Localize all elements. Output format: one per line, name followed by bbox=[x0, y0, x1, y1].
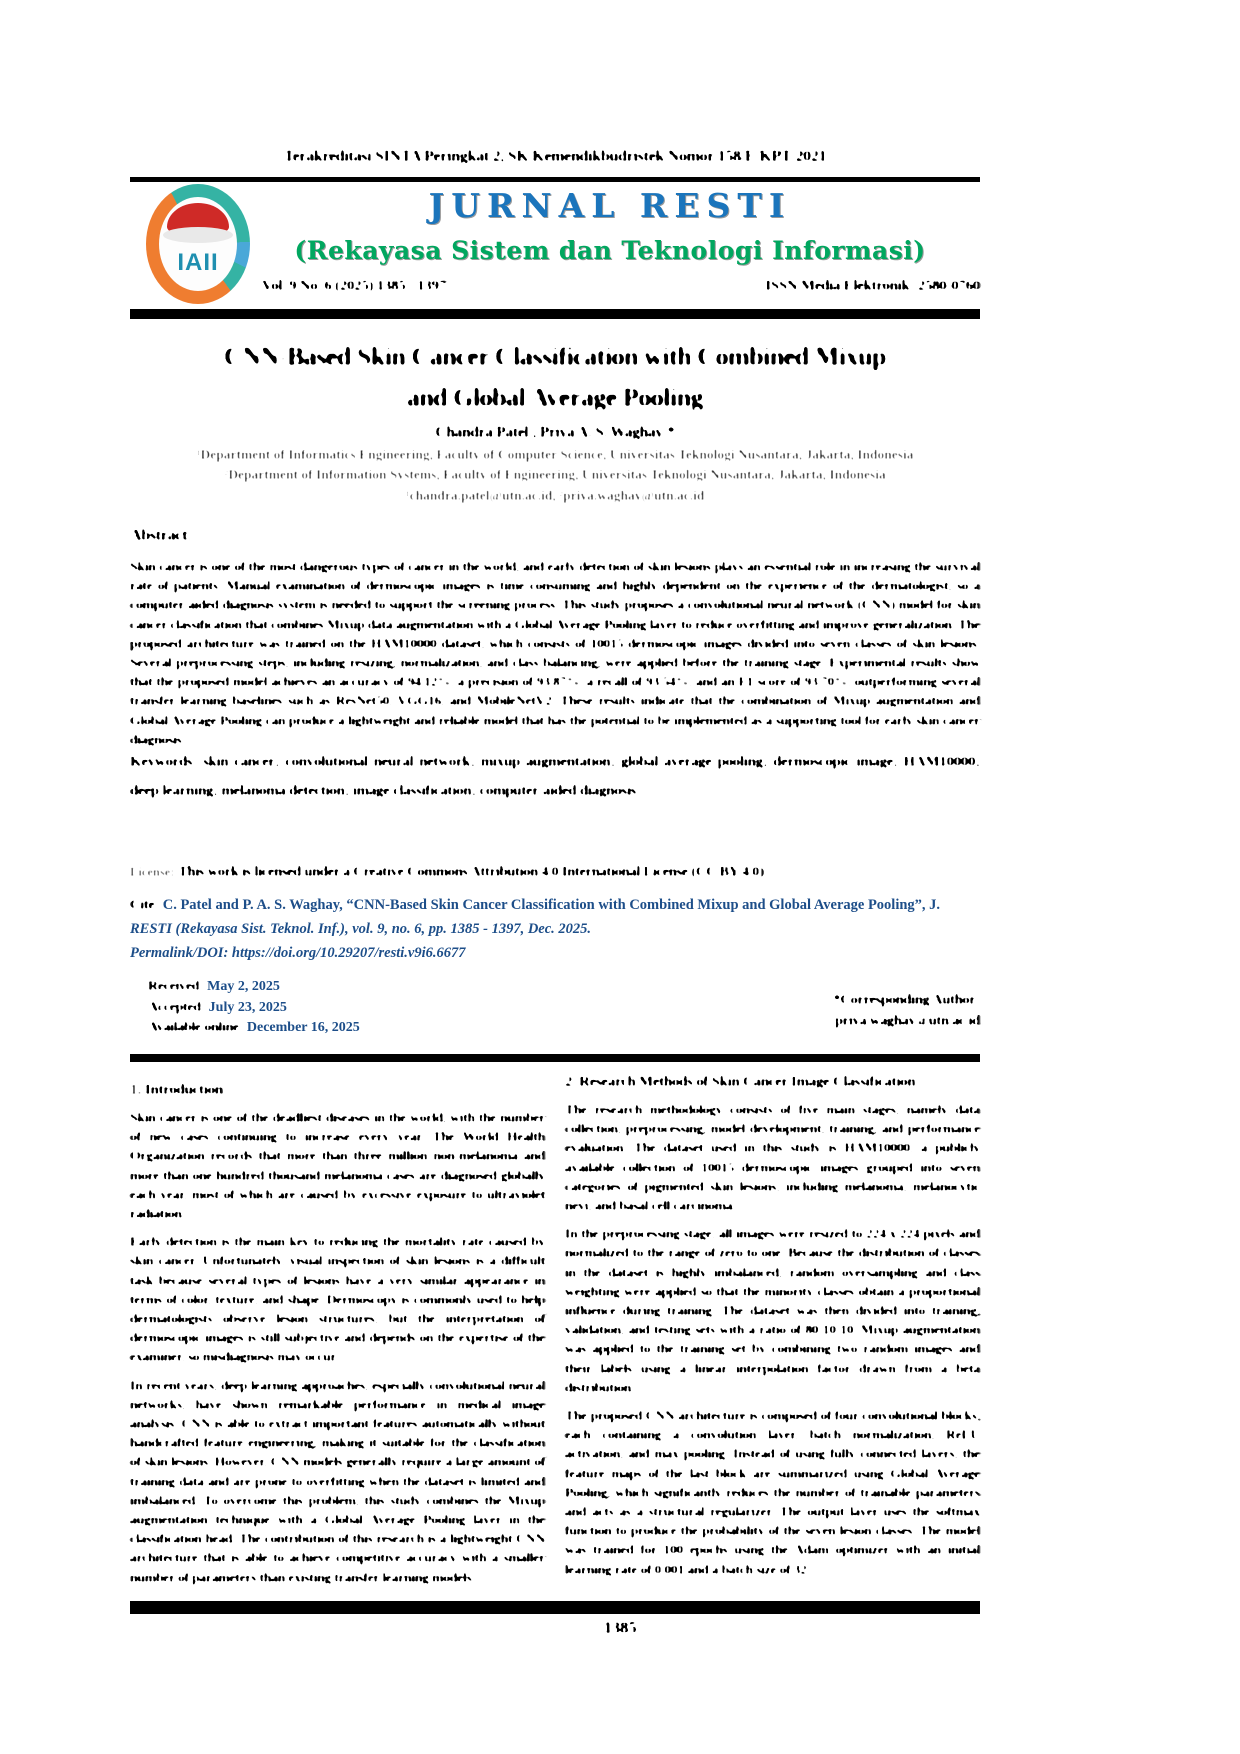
right-paragraph-2: In the preprocessing stage, all images were resized to 224 x 224 pixels and normalized to the range of zero to one. Because the distribution of classes in the dataset is highly imbalanced, random oversampling and class weighting were applied so that the minority classes obtain a proportional influence during training. The dataset was then divided into training, validation, and testing sets with a ratio of 80:10:10. Mixup augmentation was applied to the training set by combining two random images and their labels using a linear interpolation factor drawn from a beta distribution. bbox=[565, 1224, 980, 1397]
license-text: This work is licensed under a Creative Commons Attribution 4.0 International License (CC BY 4.0) bbox=[178, 864, 764, 880]
email-line: ¹chandra.patel@utn.ac.id, ²priya.waghay@utn.ac.id bbox=[130, 488, 980, 504]
received-value: May 2, 2025 bbox=[207, 979, 280, 994]
corresponding-line-2: priya.waghay@utn.ac.id bbox=[600, 1011, 980, 1032]
published-label: Available online: bbox=[148, 1020, 244, 1035]
accepted-value: July 23, 2025 bbox=[208, 999, 287, 1015]
accepted-label: Accepted: bbox=[148, 999, 206, 1015]
citation-line-1: C. Patel and P. A. S. Waghay, “CNN-Based Skin Cancer Classification with Combined Mixup and Global Average Pooling”, J. bbox=[162, 897, 941, 913]
corresponding-line-1: *Corresponding Author: bbox=[600, 990, 980, 1011]
license-row bbox=[130, 864, 980, 881]
accreditation-line: Terakreditasi SINTA Peringkat 2, SK Kemendikbudristek Nomor 158/E/KPT/2021 bbox=[130, 148, 980, 166]
cite-label: Cite: bbox=[130, 897, 160, 913]
authors-line: Chandra Patel¹, Priya A. S. Waghay²* bbox=[130, 424, 980, 442]
left-paragraph-3: In recent years, deep learning approaches, especially convolutional neural networks, have shown remarkable performance in medical image analysis. CNN is able to extract important features automatically without handcrafted feature engineering, making it suitable for the classification of skin lesions. However, CNN models generally require a large amount of training data and are prone to overfitting when the dataset is limited and imbalanced. To overcome this problem, this study combines the Mixup augmentation technique with a Global Average Pooling layer in the classification head. The contribution of this research is a lightweight CNN architecture that is able to achieve competitive accuracy with a smaller number of parameters than existing transfer learning models. bbox=[130, 1376, 545, 1587]
right-column bbox=[565, 1072, 980, 1579]
section-1-label: Introduction bbox=[145, 1082, 223, 1098]
journal-subtitle: (Rekayasa Sistem dan Teknologi Informasi) bbox=[294, 236, 926, 265]
section-1-heading bbox=[130, 1080, 545, 1100]
received-label: Received: bbox=[148, 979, 204, 994]
header-bottom-rule bbox=[130, 309, 980, 319]
iaii-logo bbox=[146, 184, 250, 304]
right-paragraph-3: The proposed CNN architecture is composed of four convolutional blocks, each containing a convolution layer, batch normalization, ReLU activation, and max pooling. Instead of using fully connected layers, the feature maps of the last block are summarized using Global Average Pooling, which significantly reduces the number of trainable parameters and acts as a structural regularizer. The output layer uses the softmax function to produce the probability of the seven lesion classes. The model was trained for 100 epochs using the Adam optimizer with an initial learning rate of 0.001 and a batch size of 32. bbox=[565, 1406, 980, 1579]
received-row bbox=[148, 977, 608, 998]
left-paragraph-1: Skin cancer is one of the deadliest diseases in the world, with the number of new cases continuing to increase every year. The World Health Organization records that more than three million non-melanoma and more than one hundred thousand melanoma cases are diagnosed globally each year, most of which are caused by excessive exposure to ultraviolet radiation. bbox=[130, 1108, 545, 1223]
footer-rule bbox=[130, 1601, 980, 1614]
citation-line-2: RESTI (Rekayasa Sist. Teknol. Inf.), vol. 9, no. 6, pp. 1385 - 1397, Dec. 2025. bbox=[130, 921, 592, 937]
abstract-heading: Abstract bbox=[130, 527, 188, 544]
issn-line: ISSN Media Elektronik: 2580-0760 bbox=[700, 278, 980, 295]
logo-text: IAII bbox=[177, 249, 219, 276]
corresponding-block bbox=[600, 990, 980, 1032]
left-column bbox=[130, 1080, 545, 1587]
article-title-line2: and Global Average Pooling bbox=[130, 383, 980, 413]
section-2-heading: 2. Research Methods of Skin Cancer Image Classification bbox=[565, 1072, 980, 1092]
right-paragraph-1: The research methodology consists of five main stages, namely data collection, preprocessing, model development, training, and performance evaluation. The dataset used in this study is HAM10000, a publicly available collection of 10015 dermoscopic images grouped into seven categories of pigmented skin lesions, including melanoma, melanocytic nevi, and basal cell carcinoma. bbox=[565, 1100, 980, 1215]
doi-link[interactable]: Permalink/DOI: https://doi.org/10.29207/resti.v9i6.6677 bbox=[130, 945, 466, 961]
citation-block bbox=[130, 893, 980, 965]
accepted-row bbox=[148, 998, 608, 1019]
volume-line: Vol. 9 No. 6 (2025) 1385 - 1397 bbox=[262, 278, 446, 294]
affiliation-line-1: ¹Department of Informatics Engineering, Faculty of Computer Science, Universitas Teknologi Nusantara, Jakarta, Indonesia bbox=[130, 447, 980, 463]
journal-title: JURNAL RESTI bbox=[428, 186, 792, 225]
columns-top-rule bbox=[130, 1054, 980, 1062]
affiliation-line-2: ²Department of Information Systems, Faculty of Engineering, Universitas Teknologi Nusantara, Jakarta, Indonesia bbox=[130, 467, 980, 483]
published-value: December 16, 2025 bbox=[246, 1020, 360, 1035]
dates-block bbox=[148, 977, 608, 1039]
abstract-text: Skin cancer is one of the most dangerous types of cancer in the world, and early detection of skin lesions plays an essential role in increasing the survival rate of patients. Manual examination of dermoscopic images is time consuming and highly dependent on the experience of the dermatologist, so a computer-aided diagnosis system is needed to support the screening process. This study proposes a convolutional neural network (CNN) model for skin cancer classification that combines Mixup data augmentation with a Global Average Pooling layer to reduce overfitting and improve generalization. The proposed architecture was trained on the HAM10000 dataset, which consists of 10015 dermoscopic images divided into seven classes of skin lesions. Several preprocessing steps, including resizing, normalization, and class balancing, were applied before the training stage. Experimental results show that the proposed model achieves an accuracy of 94.12%, a precision of 93.87%, a recall of 93.54%, and an F1-score of 93.70%, outperforming several transfer learning baselines such as ResNet50, VGG16, and MobileNetV2. These results indicate that the combination of Mixup augmentation and Global Average Pooling can produce a lightweight and reliable model that has the potential to be implemented as a supporting tool for early skin cancer diagnosis. bbox=[130, 557, 980, 749]
header-top-rule bbox=[130, 177, 980, 182]
published-row bbox=[148, 1018, 608, 1039]
logo-inner bbox=[159, 197, 237, 291]
section-1-number: 1. bbox=[130, 1082, 142, 1098]
left-paragraph-2: Early detection is the main key to reducing the mortality rate caused by skin cancer. Unfortunately, visual inspection of skin lesions is a difficult task because several types of lesions have a very similar appearance in terms of color, texture, and shape. Dermoscopy is commonly used to help dermatologists observe lesion structures, but the interpretation of dermoscopic images is still subjective and depends on the expertise of the examiner, so misdiagnosis may occur. bbox=[130, 1232, 545, 1366]
license-label: License: bbox=[130, 865, 175, 879]
keywords-line: Keywords: skin cancer; convolutional neural network; mixup augmentation; global average pooling; dermoscopic image; HAM10000; deep learning; melanoma detection; image classification; computer-aided diagnosis bbox=[130, 748, 980, 806]
page-number: 1385 bbox=[0, 1618, 1240, 1638]
doi-row bbox=[130, 941, 980, 965]
article-title-line1: CNN-Based Skin Cancer Classification with Combined Mixup bbox=[130, 340, 980, 374]
logo-flag-wave bbox=[163, 227, 233, 243]
